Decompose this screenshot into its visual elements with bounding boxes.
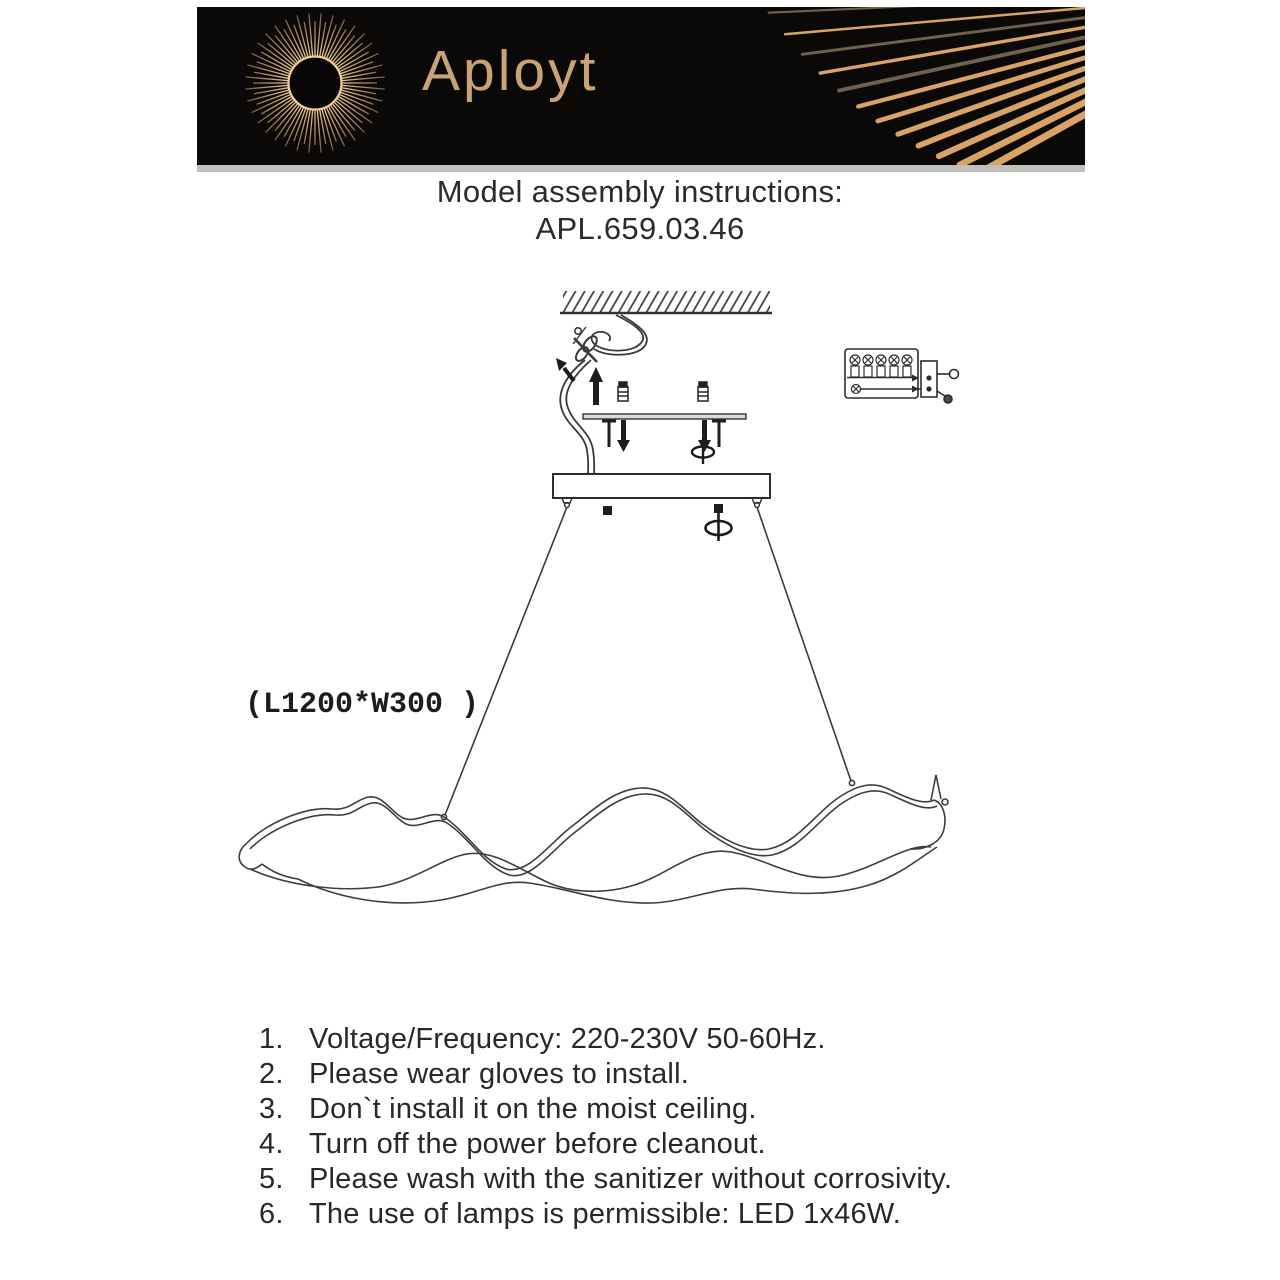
item-text: Please wash with the sanitizer without corrosivity.: [309, 1163, 953, 1195]
header-shadow-strip: [197, 165, 1085, 172]
t-screw-icon: [712, 421, 726, 447]
dimension-label: (L1200*W300 ): [245, 688, 480, 722]
model-number: APL.659.03.46: [535, 211, 745, 246]
t-screw-icon: [602, 421, 616, 447]
rotate-phi-icon: [692, 438, 714, 464]
power-cord: [560, 315, 647, 474]
title-block: [0, 173, 1280, 247]
item-number: 1.: [259, 1023, 284, 1055]
rotate-phi-icon: [706, 506, 732, 541]
canopy: [553, 474, 770, 507]
item-number: 2.: [259, 1058, 284, 1090]
instruction-item: [259, 1162, 1089, 1197]
item-text: Turn off the power before cleanout.: [309, 1128, 766, 1160]
instruction-item: [259, 1057, 1089, 1092]
brand-header: [197, 7, 1085, 165]
instruction-item: [259, 1092, 1089, 1127]
arrow-up-icon: [589, 367, 603, 405]
wave-pendant: [239, 775, 948, 903]
item-number: 3.: [259, 1093, 284, 1125]
mounting-bar: [583, 414, 746, 419]
page-title: Model assembly instructions:: [436, 174, 844, 209]
canopy-hanger: [562, 498, 572, 507]
screw-icon: [698, 382, 708, 401]
item-number: 5.: [259, 1163, 284, 1195]
item-text: Don`t install it on the moist ceiling.: [309, 1093, 757, 1125]
corner-rays: [769, 7, 1085, 165]
install-direction-arrow: [556, 358, 574, 381]
brand-name: Aployt: [422, 39, 599, 103]
corner-rays-decoration: [197, 7, 1085, 165]
ceiling: [560, 291, 772, 313]
screw-icon: [618, 382, 628, 401]
item-number: 4.: [259, 1128, 284, 1160]
bar-fasteners: [602, 420, 726, 464]
item-text: Please wear gloves to install.: [309, 1058, 689, 1090]
terminal-block: [845, 349, 959, 403]
arrow-down-icon: [617, 420, 630, 452]
ground-wire-terminal: [944, 395, 952, 403]
instruction-item: [259, 1127, 1089, 1162]
canopy-hanger: [752, 498, 762, 507]
instruction-item: [259, 1022, 1089, 1057]
mounting-screws: [618, 382, 708, 401]
instructions-list: [259, 1022, 1089, 1232]
ground-screw: [852, 385, 861, 394]
canopy-fittings: [603, 504, 732, 541]
assembly-diagram: [200, 255, 1080, 955]
terminal-screws: [850, 355, 912, 377]
item-number: 6.: [259, 1198, 284, 1230]
supply-wire-terminal: [950, 370, 959, 379]
item-text: The use of lamps is permissible: LED 1x46W.: [309, 1198, 902, 1230]
instruction-item: [259, 1197, 1089, 1232]
connector-block: [603, 506, 612, 515]
item-text: Voltage/Frequency: 220-230V 50-60Hz.: [309, 1023, 826, 1055]
suspension-wires: [441, 507, 854, 820]
